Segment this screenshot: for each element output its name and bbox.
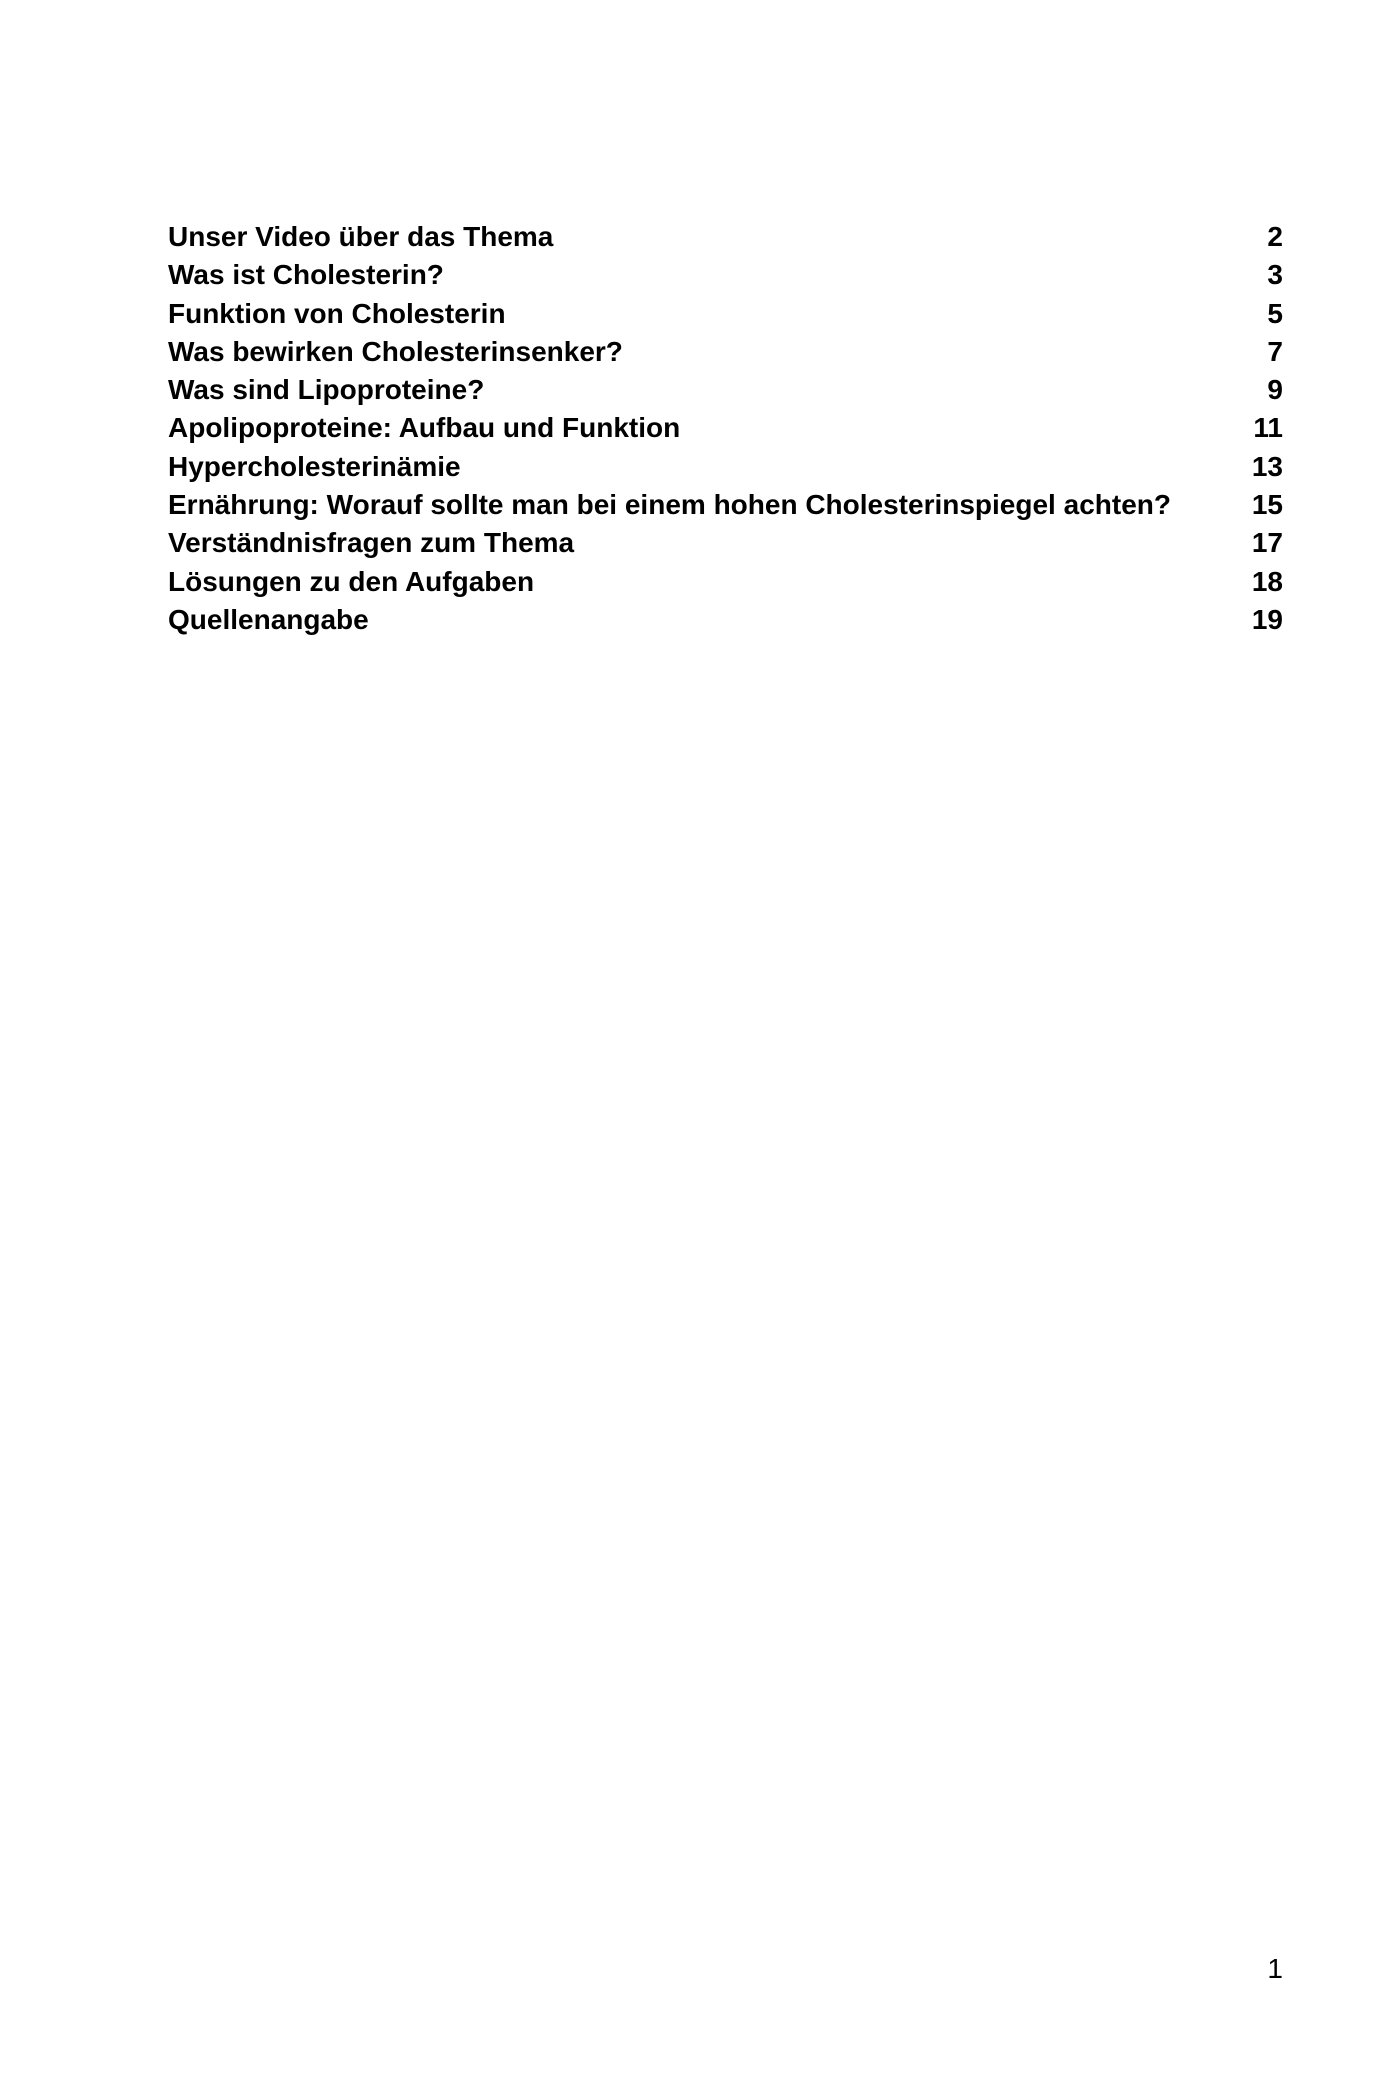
- toc-entry-title: Verständnisfragen zum Thema: [168, 527, 575, 559]
- toc-entry-title: Was bewirken Cholesterinsenker?: [168, 335, 623, 367]
- toc-entry-title: Was sind Lipoproteine?: [168, 374, 485, 406]
- toc-entry[interactable]: [168, 601, 1283, 639]
- toc-entry-page-number: 5: [1267, 297, 1283, 329]
- toc-entry-title: Apolipoproteine: Aufbau und Funktion: [168, 412, 681, 444]
- toc-entry-title: Quellenangabe: [168, 603, 369, 635]
- toc-entry-page-number: 15: [1251, 489, 1283, 521]
- toc-entry[interactable]: [168, 295, 1283, 333]
- toc-entry-title: Lösungen zu den Aufgaben: [168, 565, 535, 597]
- toc-entry[interactable]: [168, 524, 1283, 562]
- toc-entry[interactable]: [168, 218, 1283, 256]
- toc-entry-page-number: 11: [1253, 412, 1283, 444]
- toc-entry-title: Unser Video über das Thema: [168, 221, 554, 252]
- footer-page-number: 1: [1267, 1953, 1283, 1984]
- toc-entry[interactable]: [168, 256, 1283, 294]
- toc-entry-title: Ernährung: Worauf sollte man bei einem hohen Cholesterinspiegel achten?: [168, 489, 1171, 521]
- toc-entry-page-number: 7: [1267, 335, 1283, 367]
- toc-entry-page-number: 9: [1267, 374, 1283, 406]
- toc-entry-page-number: 18: [1251, 565, 1283, 597]
- toc-entry[interactable]: [168, 486, 1283, 524]
- toc-entry-title: Funktion von Cholesterin: [168, 297, 506, 329]
- toc-entry-page-number: 19: [1251, 603, 1283, 635]
- table-of-contents: [168, 218, 1283, 639]
- toc-entry-page-number: 17: [1251, 527, 1283, 559]
- toc-entry[interactable]: [168, 333, 1283, 371]
- toc-entry-page-number: 2: [1267, 221, 1283, 252]
- toc-entry[interactable]: [168, 371, 1283, 409]
- toc-entry[interactable]: [168, 409, 1283, 447]
- toc-entry[interactable]: [168, 448, 1283, 486]
- toc-entry-page-number: 3: [1267, 259, 1283, 291]
- toc-entry-page-number: 13: [1251, 450, 1283, 482]
- toc-entry[interactable]: [168, 563, 1283, 601]
- toc-entry-title: Hypercholesterinämie: [168, 450, 461, 482]
- toc-entry-title: Was ist Cholesterin?: [168, 259, 444, 291]
